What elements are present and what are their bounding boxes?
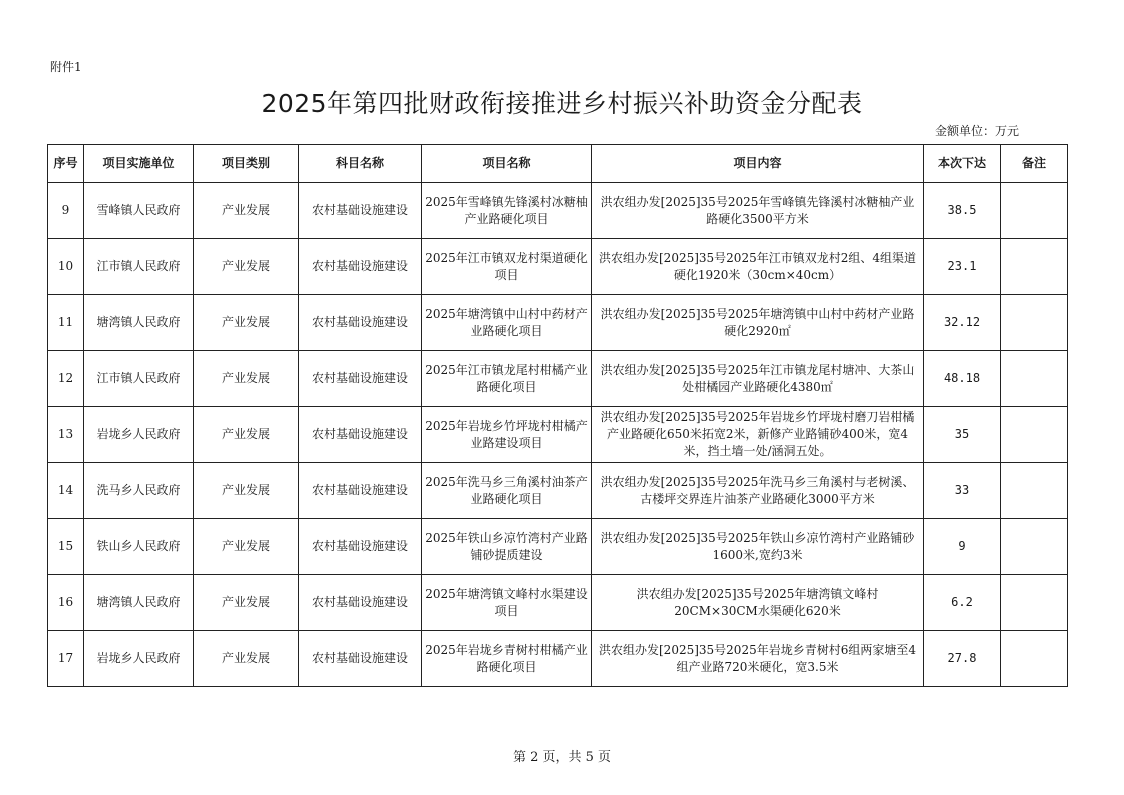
cell-project-name: 2025年江市镇双龙村渠道硬化项目: [422, 239, 592, 295]
cell-no: 15: [48, 519, 84, 575]
cell-unit: 塘湾镇人民政府: [84, 575, 194, 631]
allocation-table: [47, 144, 1068, 687]
table-row: [48, 351, 1068, 407]
cell-unit: 岩垅乡人民政府: [84, 631, 194, 687]
cell-no: 13: [48, 407, 84, 463]
cell-amount: 35: [924, 407, 1001, 463]
table-row: [48, 463, 1068, 519]
cell-project-content: 洪农组办发[2025]35号2025年塘湾镇中山村中药材产业路硬化2920㎡: [592, 295, 924, 351]
column-header: 科目名称: [299, 145, 422, 183]
cell-remark: [1001, 463, 1068, 519]
column-header: 项目内容: [592, 145, 924, 183]
cell-project-name: 2025年岩垅乡竹坪垅村柑橘产业路建设项目: [422, 407, 592, 463]
cell-no: 11: [48, 295, 84, 351]
cell-category: 产业发展: [194, 183, 299, 239]
cell-remark: [1001, 351, 1068, 407]
cell-project-name: 2025年雪峰镇先锋溪村冰糖柚产业路硬化项目: [422, 183, 592, 239]
column-header: 序号: [48, 145, 84, 183]
cell-project-content: 洪农组办发[2025]35号2025年雪峰镇先锋溪村冰糖柚产业路硬化3500平方米: [592, 183, 924, 239]
attachment-label: 附件1: [50, 60, 82, 74]
cell-subject: 农村基础设施建设: [299, 575, 422, 631]
column-header: 项目类别: [194, 145, 299, 183]
table-header-row: [48, 145, 1068, 183]
page-number: 第 2 页，共 5 页: [512, 750, 612, 765]
cell-subject: 农村基础设施建设: [299, 183, 422, 239]
cell-amount: 9: [924, 519, 1001, 575]
cell-amount: 6.2: [924, 575, 1001, 631]
cell-unit: 塘湾镇人民政府: [84, 295, 194, 351]
cell-unit: 江市镇人民政府: [84, 239, 194, 295]
column-header: 本次下达: [924, 145, 1001, 183]
cell-remark: [1001, 407, 1068, 463]
cell-subject: 农村基础设施建设: [299, 295, 422, 351]
cell-unit: 岩垅乡人民政府: [84, 407, 194, 463]
table-row: [48, 183, 1068, 239]
cell-unit: 江市镇人民政府: [84, 351, 194, 407]
column-header: 项目名称: [422, 145, 592, 183]
cell-project-name: 2025年塘湾镇中山村中药材产业路硬化项目: [422, 295, 592, 351]
cell-amount: 23.1: [924, 239, 1001, 295]
cell-category: 产业发展: [194, 351, 299, 407]
cell-category: 产业发展: [194, 519, 299, 575]
cell-project-name: 2025年岩垅乡青树村柑橘产业路硬化项目: [422, 631, 592, 687]
cell-project-content: 洪农组办发[2025]35号2025年江市镇龙尾村塘冲、大茶山处柑橘园产业路硬化4380㎡: [592, 351, 924, 407]
cell-no: 10: [48, 239, 84, 295]
cell-project-name: 2025年洗马乡三角溪村油茶产业路硬化项目: [422, 463, 592, 519]
cell-no: 14: [48, 463, 84, 519]
cell-remark: [1001, 295, 1068, 351]
cell-category: 产业发展: [194, 407, 299, 463]
cell-unit: 铁山乡人民政府: [84, 519, 194, 575]
cell-subject: 农村基础设施建设: [299, 407, 422, 463]
cell-amount: 27.8: [924, 631, 1001, 687]
cell-category: 产业发展: [194, 295, 299, 351]
cell-subject: 农村基础设施建设: [299, 351, 422, 407]
table-row: [48, 407, 1068, 463]
cell-no: 17: [48, 631, 84, 687]
column-header: 备注: [1001, 145, 1068, 183]
cell-project-name: 2025年江市镇龙尾村柑橘产业路硬化项目: [422, 351, 592, 407]
cell-subject: 农村基础设施建设: [299, 631, 422, 687]
cell-project-content: 洪农组办发[2025]35号2025年江市镇双龙村2组、4组渠道硬化1920米（30cm×40cm）: [592, 239, 924, 295]
page-title: 2025年第四批财政衔接推进乡村振兴补助资金分配表: [261, 89, 863, 118]
cell-amount: 33: [924, 463, 1001, 519]
table-row: [48, 575, 1068, 631]
cell-no: 16: [48, 575, 84, 631]
cell-category: 产业发展: [194, 239, 299, 295]
cell-amount: 32.12: [924, 295, 1001, 351]
cell-amount: 48.18: [924, 351, 1001, 407]
cell-remark: [1001, 631, 1068, 687]
cell-subject: 农村基础设施建设: [299, 519, 422, 575]
cell-project-content: 洪农组办发[2025]35号2025年洗马乡三角溪村与老树溪、古楼坪交界连片油茶产业路硬化3000平方米: [592, 463, 924, 519]
cell-unit: 雪峰镇人民政府: [84, 183, 194, 239]
cell-subject: 农村基础设施建设: [299, 463, 422, 519]
table-row: [48, 239, 1068, 295]
cell-remark: [1001, 183, 1068, 239]
amount-unit-label: 金额单位：万元: [935, 124, 1020, 138]
cell-project-content: 洪农组办发[2025]35号2025年铁山乡凉竹湾村产业路铺砂1600米,宽约3米: [592, 519, 924, 575]
cell-project-content: 洪农组办发[2025]35号2025年岩垅乡青树村6组两家塘至4组产业路720米硬化，宽3.5米: [592, 631, 924, 687]
cell-amount: 38.5: [924, 183, 1001, 239]
cell-remark: [1001, 575, 1068, 631]
table-row: [48, 631, 1068, 687]
table-row: [48, 519, 1068, 575]
cell-category: 产业发展: [194, 631, 299, 687]
cell-no: 12: [48, 351, 84, 407]
cell-remark: [1001, 239, 1068, 295]
cell-category: 产业发展: [194, 575, 299, 631]
cell-project-name: 2025年塘湾镇文峰村水渠建设项目: [422, 575, 592, 631]
cell-project-content: 洪农组办发[2025]35号2025年岩垅乡竹坪垅村磨刀岩柑橘产业路硬化650米拓宽2米，新修产业路铺砂400米，宽4米，挡土墙一处/涵洞五处。: [592, 407, 924, 463]
cell-subject: 农村基础设施建设: [299, 239, 422, 295]
column-header: 项目实施单位: [84, 145, 194, 183]
cell-no: 9: [48, 183, 84, 239]
table-row: [48, 295, 1068, 351]
cell-project-name: 2025年铁山乡凉竹湾村产业路铺砂提质建设: [422, 519, 592, 575]
cell-unit: 洗马乡人民政府: [84, 463, 194, 519]
cell-project-content: 洪农组办发[2025]35号2025年塘湾镇文峰村20CM×30CM水渠硬化620米: [592, 575, 924, 631]
cell-remark: [1001, 519, 1068, 575]
cell-category: 产业发展: [194, 463, 299, 519]
